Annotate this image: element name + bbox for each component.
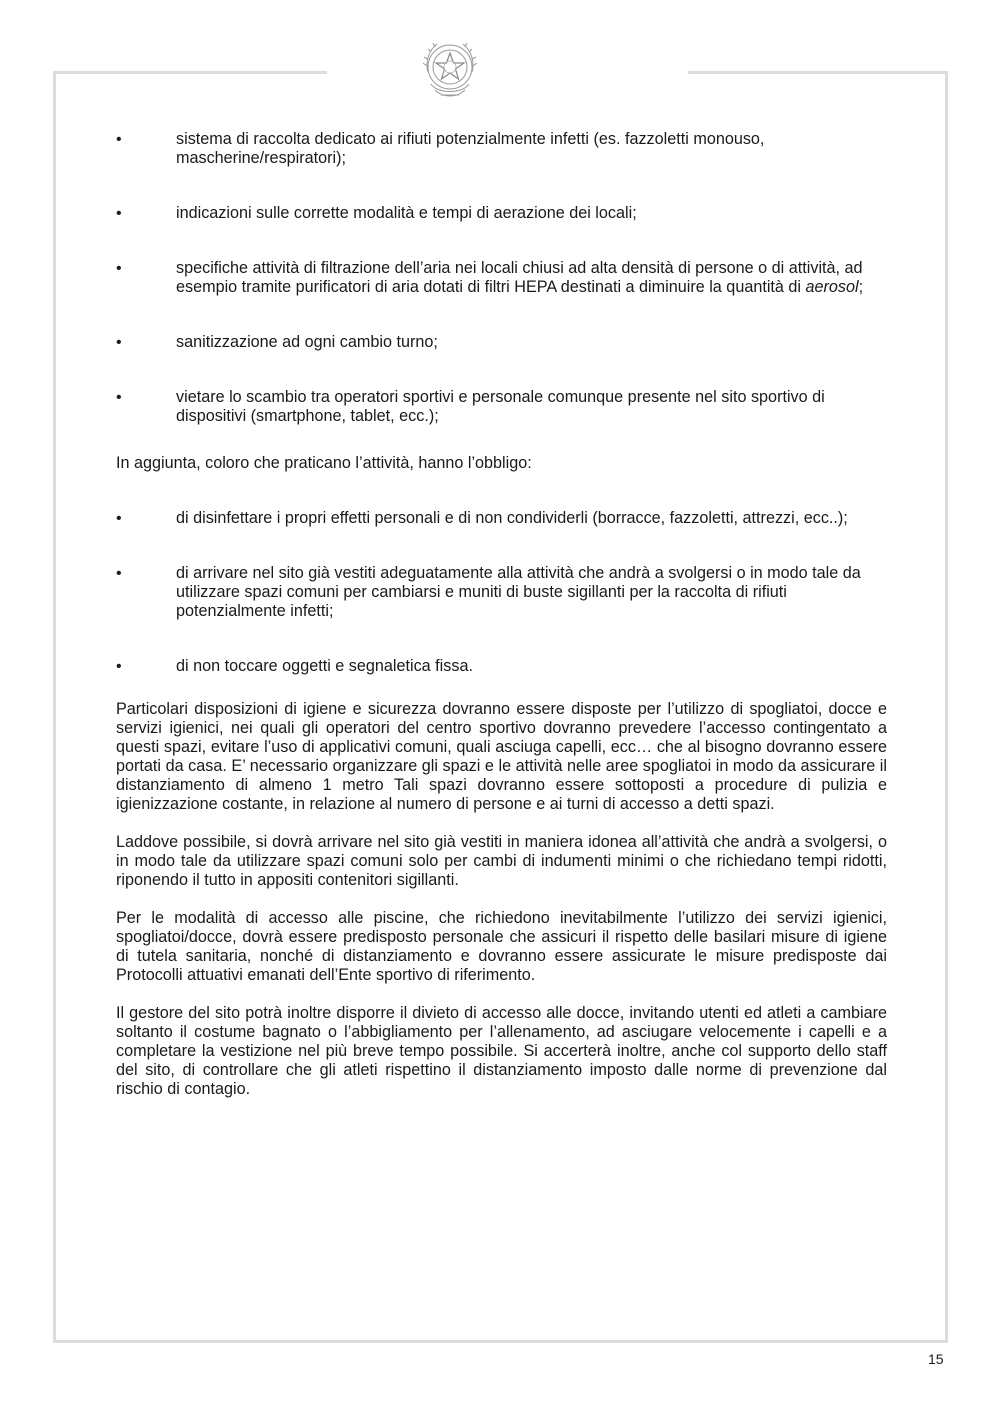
list-item-text: indicazioni sulle corrette modalità e tempi di aerazione dei locali; [176,204,637,222]
paragraph: Il gestore del sito potrà inoltre disporre il divieto di accesso alle docce, invitando utenti ed atleti a cambiare soltanto il costume bagnato o l’abbigliamento per l’allenamento, ad asciugare velocemente i capelli e a completare la vestizione nel più breve tempo possibile. Si accerterà inoltre, anche col supporto dello staff del sito, di controllare che gli atleti rispettino il distanziamento imposto dalle norme di prevenzione dal rischio di contagio. [116,1004,887,1098]
bullet-marker: • [116,131,122,148]
paragraph: Laddove possibile, si dovrà arrivare nel sito già vestiti in maniera idonea all’attività che andrà a svolgersi, o in modo tale da utilizzare spazi comuni solo per cambi di indumenti minimi o che richiedano tempi ridotti, riponendo il tutto in appositi contenitori sigillanti. [116,833,887,889]
list-item [116,130,887,168]
bullet-marker: • [116,334,122,351]
list-item [116,204,887,223]
bullet-marker: • [116,510,122,527]
page-number: 15 [928,1351,944,1367]
document-body [116,130,887,1118]
page-frame-bottom [53,1340,948,1343]
bullet-marker: • [116,389,122,406]
list-item-text: vietare lo scambio tra operatori sportivi e personale comunque presente nel sito sportivo di dispositivi (smartphone, tablet, ecc.); [176,388,825,425]
bullet-marker: • [116,565,122,582]
list-item [116,333,887,352]
paragraph: Per le modalità di accesso alle piscine, che richiedono inevitabilmente l’utilizzo dei servizi igienici, spogliatoi/docce, dovrà essere predisposto personale che assicuri il rispetto delle basilari misure di igiene di tutela sanitaria, nonché di distanziamento e dovranno essere assicurate le misure predisposte dai Protocolli attuativi emanati dell’Ente sportivo di riferimento. [116,909,887,984]
bullet-marker: • [116,658,122,675]
obligations-intro: In aggiunta, coloro che praticano l’attività, hanno l’obbligo: [116,454,532,472]
list-item-text-main: specifiche attività di filtrazione dell’aria nei locali chiusi ad alta densità di persone o di attività, ad esempio tramite purificatori di aria dotati di filtri HEPA destinati a diminuire la quantità di [176,259,863,296]
page-frame-top-left [53,71,327,74]
list-item [116,259,887,297]
paragraph: Particolari disposizioni di igiene e sicurezza dovranno essere disposte per l’utilizzo di spogliatoi, docce e servizi igienici, nei quali gli operatori del centro sportivo dovranno prevedere l’accesso contingentato a questi spazi, evitare l’uso di applicativi comuni, quali asciuga capelli, ecc… che al bisogno dovranno essere portati da casa. E’ necessario organizzare gli spazi e le attività nelle aree spogliatoi in modo da assicurare il distanziamento di almeno 1 metro Tali spazi dovranno essere sottoposti a procedure di pulizia e igienizzazione costante, in relazione al numero di persone e ai turni di accesso a detti spazi. [116,700,887,813]
page-frame-right [945,71,948,1343]
list-item-text: sistema di raccolta dedicato ai rifiuti potenzialmente infetti (es. fazzoletti monouso, mascherine/respiratori); [176,130,765,167]
page-frame-left [53,71,56,1343]
list-item [116,564,887,621]
list-item-text [176,259,863,296]
list-item-text: sanitizzazione ad ogni cambio turno; [176,333,438,351]
italian-republic-emblem-icon [415,32,485,104]
list-item-text: di non toccare oggetti e segnaletica fissa. [176,657,473,675]
list-item [116,657,887,676]
list-item [116,388,887,426]
list-item-text-end: ; [858,278,864,296]
page-frame-top-right [688,71,948,74]
list-item-text: di arrivare nel sito già vestiti adeguatamente alla attività che andrà a svolgersi o in modo tale da utilizzare spazi comuni per cambiarsi e muniti di buste sigillanti per la raccolta di rifiuti potenzialmente infetti; [176,564,861,620]
bullet-marker: • [116,260,122,277]
list-item-text: di disinfettare i propri effetti personali e di non condividerli (borracce, fazzoletti, attrezzi, ecc..); [176,509,848,527]
bullet-marker: • [116,205,122,222]
list-item-italic-term: aerosol [805,278,859,296]
list-item [116,509,887,528]
